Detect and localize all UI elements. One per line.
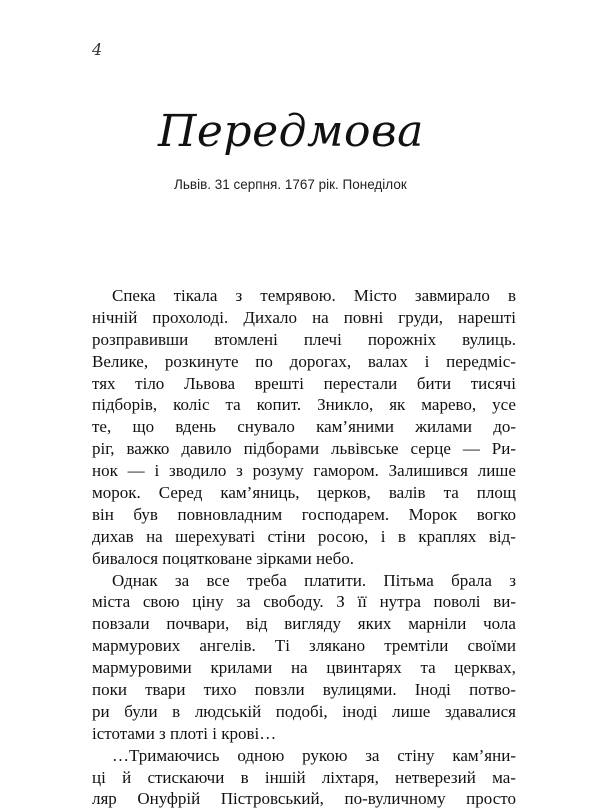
text-line: поки твари тихо повзли вулицями. Іноді потво-	[92, 680, 516, 700]
page-number: 4	[92, 40, 103, 59]
text-line: нок — і зводило з розуму гамором. Залишився лише	[92, 461, 516, 481]
text-line: те, що вдень снувало кам’яними жилами до-	[92, 417, 516, 437]
text-line: ці й стискаючи в іншій ліхтаря, нетверезий ма-	[92, 767, 516, 787]
text-line: дихав на шерехуваті стіни росою, і в краплях від-	[92, 526, 516, 546]
text-line: ляр Онуфрій Пістровський, по-вуличному просто	[92, 789, 516, 809]
text-line: повзали почвари, від вигляду яких марніли чола	[92, 614, 516, 634]
text-line: він був повновладним господарем. Морок вогко	[92, 504, 516, 524]
text-line: тях тіло Львова врешті перестали бити тисячі	[92, 373, 516, 393]
text-line: Велике, розкинуте по дорогах, валах і передміс-	[92, 351, 516, 371]
text-line: мармуровими крилами на цвинтарях та церквах,	[92, 658, 516, 678]
text-line: підборів, коліс та копит. Зникло, як марево, усе	[92, 395, 516, 415]
body-text	[92, 285, 516, 810]
text-line: мармурових ангелів. Ті злякано тремтіли своїми	[92, 636, 516, 656]
text-line: морок. Серед кам’яниць, церков, валів та площ	[92, 483, 516, 503]
dateline: Львів. 31 серпня. 1767 рік. Понеділок	[174, 177, 407, 192]
text-line: Спека тікала з темрявою. Місто завмирало в	[112, 286, 516, 305]
chapter-title: Передмова	[158, 106, 424, 157]
text-line: міста свою ціну за свободу. З її нутра поволі ви-	[92, 592, 516, 612]
text-line: ри були в людській подобі, іноді лише здавалися	[92, 701, 516, 721]
text-line: істотами з плоті і крові…	[92, 723, 277, 743]
text-line: ріг, важко давило підборами львівське серце — Ри-	[92, 439, 516, 459]
text-line: …Тримаючись одною рукою за стіну кам’яни-	[112, 745, 516, 765]
text-line: розправивши втомлені плечі порожніх вулиць.	[92, 329, 516, 349]
text-line: нічній прохолоді. Дихало на повні груди, нарешті	[92, 307, 516, 327]
text-line: бивалося поцятковане зірками небо.	[92, 548, 354, 568]
text-line: Однак за все треба платити. Пітьма брала з	[112, 570, 516, 590]
